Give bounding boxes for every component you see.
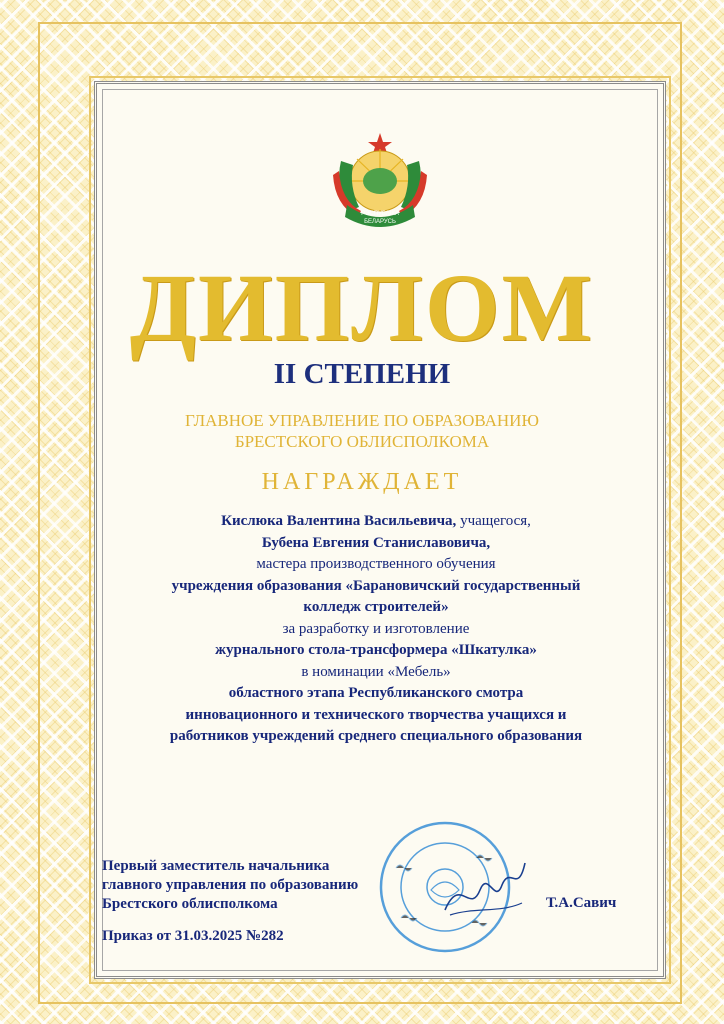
recipient-name: Бубена Евгения Станиславовича,: [261, 534, 491, 551]
awards-label: НАГРАЖДАЕТ: [261, 469, 463, 495]
event-line: инновационного и технического творчества учащихся и: [185, 706, 567, 723]
coat-of-arms-icon: [331, 131, 429, 231]
emblem-ribbon-bottom: БЕЛАРУСЬ: [364, 219, 396, 225]
issuer-line: ГЛАВНОЕ УПРАВЛЕНИЕ ПО ОБРАЗОВАНИЮ: [185, 411, 539, 430]
award-reason: за разработку и изготовление: [282, 620, 470, 637]
position-line: Брестского облисполкома: [102, 896, 278, 912]
recipient-line-1: [110, 511, 642, 533]
issuer: [0, 410, 724, 452]
position-line: главного управления по образованию: [102, 877, 359, 893]
recipient-role: мастера производственного обучения: [256, 556, 496, 572]
position-line: Первый заместитель начальника: [102, 858, 330, 874]
nomination: в номинации «Мебель»: [301, 663, 451, 680]
signatory-position: [102, 857, 422, 914]
issuer-line: БРЕСТСКОГО ОБЛИСПОЛКОМА: [234, 432, 490, 451]
signer-name: Т.А.Савич: [546, 895, 617, 911]
event-line: работников учреждений среднего специального образования: [169, 728, 583, 744]
project-name: журнального стола-трансформера «Шкатулка»: [215, 642, 537, 658]
diploma-title: ДИПЛОМ: [129, 254, 595, 361]
recipient-role: учащегося,: [456, 513, 531, 529]
emblem-ribbon-top: РЭСПУБЛІКА: [361, 211, 399, 217]
degree-label: II СТЕПЕНИ: [273, 358, 451, 390]
institution-line: колледж строителей»: [303, 599, 449, 615]
order-reference: Приказ от 31.03.2025 №282: [102, 928, 284, 944]
award-text: [110, 511, 642, 748]
institution-line: учреждения образования «Барановичский государственный: [171, 577, 581, 594]
handwritten-signature-icon: [440, 855, 530, 925]
event-line: областного этапа Республиканского смотра: [228, 685, 524, 701]
recipient-name: Кислюка Валентина Васильевича,: [221, 513, 457, 529]
